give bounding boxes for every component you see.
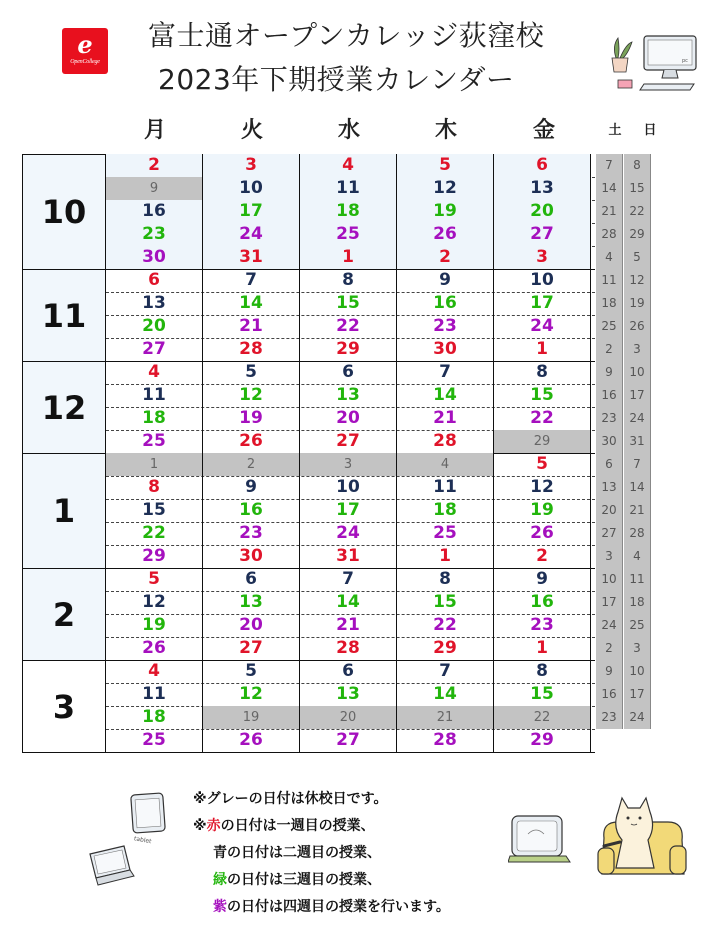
day-cell: 22 [106, 522, 203, 545]
day-cell: 8 [397, 568, 494, 591]
day-cell: 26 [203, 729, 300, 752]
day-cell: 8 [300, 269, 397, 292]
day-cell: 30 [106, 246, 203, 269]
week-row [106, 246, 641, 270]
saturday-cell: 23 [596, 407, 623, 430]
day-cell: 17 [494, 292, 591, 315]
day-cell: 6 [300, 361, 397, 384]
day-cell: 28 [397, 430, 494, 453]
day-cell: 23 [106, 223, 203, 246]
sunday-cell: 7 [624, 453, 651, 476]
day-cell: 3 [203, 154, 300, 177]
day-cell: 30 [397, 338, 494, 361]
day-cell: 25 [106, 729, 203, 752]
day-cell: 21 [203, 315, 300, 338]
cat-watching-tv-icon [508, 788, 688, 888]
month-label-feb: 2 [22, 568, 106, 661]
week-row [106, 591, 645, 615]
day-cell: 17 [300, 499, 397, 522]
day-cell: 18 [106, 706, 203, 729]
day-cell: 16 [494, 591, 591, 614]
day-cell: 21 [397, 706, 494, 729]
week-row [106, 706, 645, 730]
day-cell: 19 [203, 706, 300, 729]
note-closed-days: ※グレーの日付は休校日です。 [193, 791, 388, 807]
day-cell: 25 [397, 522, 494, 545]
sunday-cell: 3 [624, 637, 651, 660]
day-cell: 24 [203, 223, 300, 246]
day-cell: 9 [494, 568, 591, 591]
day-cell: 20 [300, 706, 397, 729]
day-cell: 25 [106, 430, 203, 453]
plant-and-computer-icon [604, 28, 700, 96]
logo-mark-icon: e [77, 30, 93, 59]
week-row [106, 177, 645, 201]
day-cell: 13 [300, 683, 397, 706]
saturday-cell: 23 [596, 706, 623, 729]
sunday-cell: 11 [624, 568, 651, 591]
week-row [106, 269, 645, 293]
page-title-line1: 富士通オープンカレッジ荻窪校 [148, 19, 545, 52]
day-cell: 23 [203, 522, 300, 545]
day-cell: 10 [300, 476, 397, 499]
month-label-jan: 1 [22, 453, 106, 569]
day-cell: 4 [300, 154, 397, 177]
day-cell: 15 [397, 591, 494, 614]
saturday-cell: 27 [596, 522, 623, 545]
day-cell: 14 [300, 591, 397, 614]
day-cell: 4 [397, 453, 494, 476]
day-cell: 26 [397, 223, 494, 246]
day-cell: 15 [300, 292, 397, 315]
saturday-cell: 30 [596, 430, 623, 453]
weekday-mon: 月 [143, 118, 166, 143]
open-college-logo [62, 28, 108, 74]
day-cell: 10 [494, 269, 591, 292]
tablet-and-laptop-icon [84, 790, 184, 890]
day-cell: 9 [203, 476, 300, 499]
note-week3: 緑の日付は三週目の授業、 [213, 872, 381, 888]
sunday-cell: 4 [624, 545, 651, 568]
day-cell: 24 [300, 522, 397, 545]
day-cell: 1 [494, 637, 591, 660]
day-cell: 12 [203, 683, 300, 706]
day-cell: 30 [203, 545, 300, 568]
day-cell: 7 [397, 660, 494, 683]
sunday-cell: 19 [624, 292, 651, 315]
day-cell: 13 [300, 384, 397, 407]
saturday-cell: 6 [596, 453, 623, 476]
day-cell: 27 [494, 223, 591, 246]
day-cell: 3 [494, 246, 591, 269]
day-cell: 27 [106, 338, 203, 361]
sunday-cell: 10 [624, 361, 651, 384]
month-label-nov: 11 [22, 269, 106, 362]
day-cell: 21 [300, 614, 397, 637]
day-cell: 19 [203, 407, 300, 430]
saturday-cell: 20 [596, 499, 623, 522]
day-cell: 24 [494, 315, 591, 338]
day-cell: 15 [494, 384, 591, 407]
month-label-dec: 12 [22, 361, 106, 454]
week-row [106, 729, 595, 753]
weekday-wed: 水 [337, 118, 360, 143]
sunday-cell: 29 [624, 223, 651, 246]
month-label-mar: 3 [22, 660, 106, 753]
day-cell: 3 [300, 453, 397, 476]
week-row [106, 430, 645, 454]
day-cell: 4 [106, 660, 203, 683]
day-cell: 1 [106, 453, 203, 476]
legend-notes [193, 786, 450, 921]
week-row [106, 315, 645, 339]
week-row [106, 499, 645, 523]
day-cell: 8 [494, 361, 591, 384]
day-cell: 12 [494, 476, 591, 499]
day-cell: 19 [397, 200, 494, 223]
sunday-cell: 25 [624, 614, 651, 637]
sunday-cell: 5 [624, 246, 651, 269]
day-cell: 20 [300, 407, 397, 430]
day-cell: 10 [203, 177, 300, 200]
day-cell: 8 [106, 476, 203, 499]
day-cell: 29 [494, 729, 591, 752]
day-cell: 31 [203, 246, 300, 269]
week-row [106, 545, 641, 569]
saturday-cell: 24 [596, 614, 623, 637]
day-cell: 2 [397, 246, 494, 269]
week-row [106, 568, 645, 592]
day-cell: 12 [397, 177, 494, 200]
day-cell: 5 [106, 568, 203, 591]
sunday-cell: 31 [624, 430, 651, 453]
day-cell: 26 [106, 637, 203, 660]
saturday-cell: 10 [596, 568, 623, 591]
day-cell: 22 [397, 614, 494, 637]
saturday-cell: 9 [596, 660, 623, 683]
saturday-cell: 13 [596, 476, 623, 499]
week-row [106, 384, 645, 408]
day-cell: 13 [106, 292, 203, 315]
day-cell: 23 [397, 315, 494, 338]
day-cell: 22 [300, 315, 397, 338]
day-cell: 16 [106, 200, 203, 223]
day-cell: 7 [397, 361, 494, 384]
day-cell: 6 [494, 154, 591, 177]
day-cell: 12 [106, 591, 203, 614]
day-cell: 11 [300, 177, 397, 200]
day-cell: 9 [106, 177, 203, 200]
day-cell: 22 [494, 706, 591, 729]
day-cell: 2 [494, 545, 591, 568]
sunday-cell: 17 [624, 384, 651, 407]
sunday-cell: 18 [624, 591, 651, 614]
week-row [106, 637, 641, 661]
day-cell: 16 [203, 499, 300, 522]
note-week1: ※赤の日付は一週目の授業、 [193, 818, 375, 834]
day-cell: 6 [203, 568, 300, 591]
day-cell: 14 [397, 683, 494, 706]
sunday-cell: 14 [624, 476, 651, 499]
svg-text:pc: pc [682, 58, 688, 64]
day-cell: 21 [397, 407, 494, 430]
day-cell: 1 [300, 246, 397, 269]
saturday-cell: 18 [596, 292, 623, 315]
saturday-cell: 9 [596, 361, 623, 384]
week-row [106, 683, 645, 707]
day-cell: 2 [203, 453, 300, 476]
sunday-cell: 3 [624, 338, 651, 361]
week-row [106, 200, 645, 224]
month-label-oct: 10 [22, 154, 106, 270]
sunday-cell: 15 [624, 177, 651, 200]
page-title-line2: 2023年下期授業カレンダー [158, 63, 515, 96]
day-cell: 31 [300, 545, 397, 568]
day-cell: 13 [203, 591, 300, 614]
day-cell: 20 [494, 200, 591, 223]
sunday-cell: 28 [624, 522, 651, 545]
day-cell: 1 [397, 545, 494, 568]
week-row [106, 407, 645, 431]
week-row [106, 154, 641, 178]
sunday-cell: 17 [624, 683, 651, 706]
saturday-cell: 7 [596, 154, 623, 177]
day-cell: 29 [106, 545, 203, 568]
day-cell: 6 [106, 269, 203, 292]
day-cell: 23 [494, 614, 591, 637]
saturday-cell: 21 [596, 200, 623, 223]
day-cell: 28 [300, 637, 397, 660]
sunday-cell: 24 [624, 407, 651, 430]
day-cell: 11 [106, 683, 203, 706]
day-cell: 4 [106, 361, 203, 384]
day-cell: 12 [203, 384, 300, 407]
saturday-cell: 2 [596, 338, 623, 361]
saturday-cell: 16 [596, 683, 623, 706]
day-cell: 27 [203, 637, 300, 660]
day-cell: 5 [203, 660, 300, 683]
saturday-cell: 17 [596, 591, 623, 614]
weekday-sat: 土 [608, 123, 622, 138]
day-cell: 8 [494, 660, 591, 683]
sunday-cell: 22 [624, 200, 651, 223]
day-cell: 17 [203, 200, 300, 223]
day-cell: 5 [494, 453, 591, 476]
day-cell: 20 [203, 614, 300, 637]
saturday-cell: 14 [596, 177, 623, 200]
saturday-cell: 25 [596, 315, 623, 338]
svg-text:tablet: tablet [133, 835, 152, 846]
day-cell: 7 [300, 568, 397, 591]
sunday-cell: 8 [624, 154, 651, 177]
day-cell: 13 [494, 177, 591, 200]
note-week2: 青の日付は二週目の授業、 [213, 845, 381, 861]
day-cell: 5 [203, 361, 300, 384]
sunday-cell: 26 [624, 315, 651, 338]
day-cell: 29 [494, 430, 591, 453]
week-row [106, 223, 645, 247]
day-cell: 5 [397, 154, 494, 177]
week-row [106, 660, 645, 684]
day-cell: 26 [494, 522, 591, 545]
day-cell: 26 [203, 430, 300, 453]
day-cell: 28 [397, 729, 494, 752]
day-cell: 6 [300, 660, 397, 683]
saturday-cell: 3 [596, 545, 623, 568]
week-row [106, 453, 641, 477]
sunday-cell: 12 [624, 269, 651, 292]
day-cell: 7 [203, 269, 300, 292]
day-cell: 22 [494, 407, 591, 430]
day-cell: 18 [397, 499, 494, 522]
week-row [106, 614, 645, 638]
week-row [106, 361, 645, 385]
week-row [106, 476, 645, 500]
day-cell: 2 [106, 154, 203, 177]
day-cell: 28 [203, 338, 300, 361]
day-cell: 29 [397, 637, 494, 660]
logo-text: OpenCollege [70, 59, 100, 65]
day-cell: 19 [106, 614, 203, 637]
day-cell: 15 [494, 683, 591, 706]
day-cell: 9 [397, 269, 494, 292]
day-cell: 15 [106, 499, 203, 522]
day-cell: 27 [300, 430, 397, 453]
week-row [106, 338, 641, 362]
sunday-cell: 21 [624, 499, 651, 522]
day-cell: 16 [397, 292, 494, 315]
day-cell: 25 [300, 223, 397, 246]
day-cell: 20 [106, 315, 203, 338]
day-cell: 11 [106, 384, 203, 407]
day-cell: 19 [494, 499, 591, 522]
saturday-cell: 2 [596, 637, 623, 660]
day-cell: 29 [300, 338, 397, 361]
day-cell: 27 [300, 729, 397, 752]
saturday-cell: 11 [596, 269, 623, 292]
weekday-fri: 金 [532, 118, 555, 143]
weekday-thu: 木 [434, 118, 457, 143]
sunday-cell: 10 [624, 660, 651, 683]
day-cell: 11 [397, 476, 494, 499]
weekday-tue: 火 [240, 118, 263, 143]
week-row [106, 522, 645, 546]
day-cell: 14 [397, 384, 494, 407]
day-cell: 18 [300, 200, 397, 223]
note-week4: 紫の日付は四週目の授業を行います。 [213, 899, 450, 915]
saturday-cell: 16 [596, 384, 623, 407]
weekday-sun: 日 [643, 123, 657, 138]
saturday-cell: 28 [596, 223, 623, 246]
day-cell: 18 [106, 407, 203, 430]
day-cell: 1 [494, 338, 591, 361]
sunday-cell: 24 [624, 706, 651, 729]
saturday-cell: 4 [596, 246, 623, 269]
week-row [106, 292, 645, 316]
day-cell: 14 [203, 292, 300, 315]
